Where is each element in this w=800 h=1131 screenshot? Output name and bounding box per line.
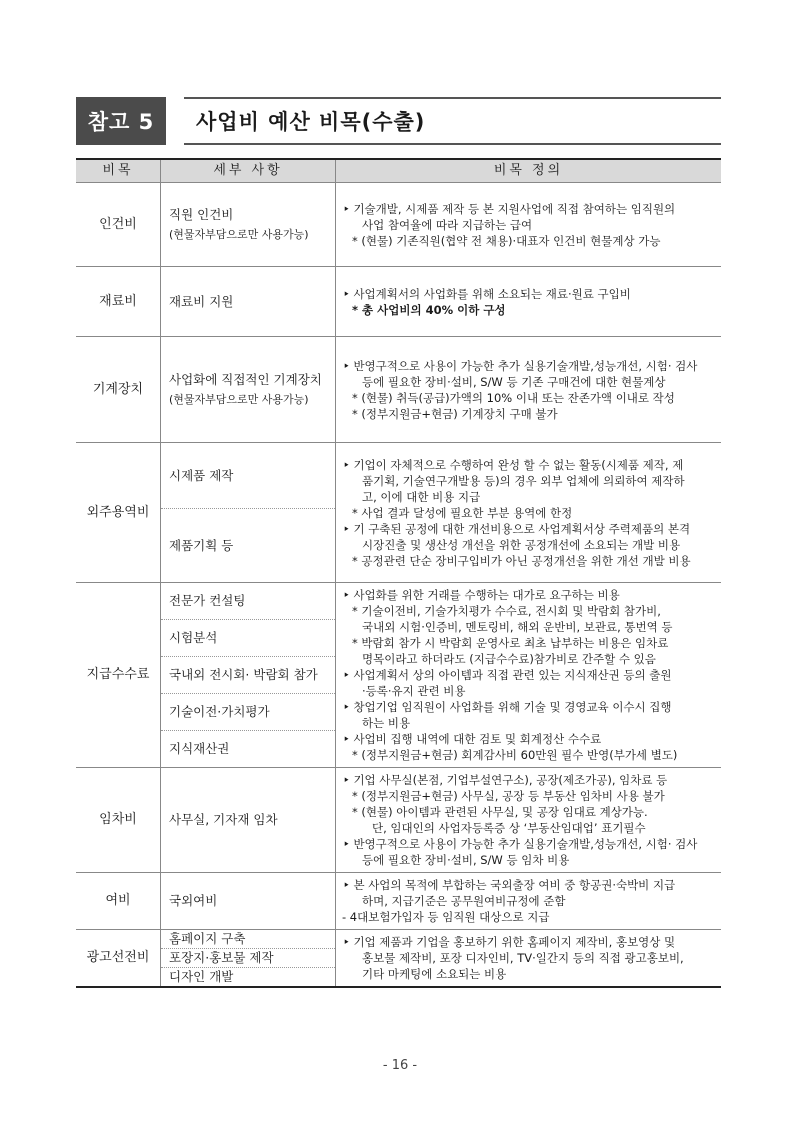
sub-item-cell: 시험분석 — [161, 620, 336, 657]
sub-item-cell: 지식재산권 — [161, 731, 336, 768]
sub-item-cell: 사무실, 기자재 임차 — [161, 768, 336, 873]
table-row-fees — [76, 583, 721, 620]
definition-cell: ‣ 기업 제품과 기업을 홍보하기 위한 홈페이지 제작비, 홍보영상 및 홍보물 제작비, 포장 디자인비, TV·일간지 등의 직접 광고홍보비, 기타 마케팅에 소요되는 비용 — [336, 930, 722, 988]
sub-item-cell: 전문가 컨설팅 — [161, 583, 336, 620]
category-cell: 광고선전비 — [76, 930, 161, 988]
column-header-sub: 세부 사항 — [161, 159, 336, 183]
column-header-category: 비목 — [76, 159, 161, 183]
reference-badge: 참고 5 — [76, 97, 166, 145]
definition-cell: ‣ 기업 사무실(본점, 기업부설연구소), 공장(제조가공), 임차료 등 * (정부지원금+현금) 사무실, 공장 등 부동산 임차비 사용 불가 * (현물) 아이템과 관련된 사무실, 및 공장 임대료 계상가능. 단, 임대인의 사업자등록증 상 ‘부동산임대업’ 표기필수 ‣ 반영구적으로 사용이 가능한 추가 실용기술개발,성능개선, 시험· 검사 등에 필요한 장비·설비, S/W 등 임차 비용 — [336, 768, 722, 873]
page-number: - 16 - — [382, 1058, 418, 1073]
table-row-advertising — [76, 930, 721, 949]
sub-item-cell: 제품기획 등 — [161, 509, 336, 583]
definition-cell: ‣ 본 사업의 목적에 부합하는 국외출장 여비 중 항공권·숙박비 지급 하며, 지급기준은 공무원여비규정에 준함 - 4대보험가입자 등 임직원 대상으로 지급 — [336, 873, 722, 930]
definition-cell: ‣ 사업계획서의 사업화를 위해 소요되는 재료·원료 구입비 * 총 사업비의 40% 이하 구성 — [336, 267, 722, 337]
definition-cell: ‣ 사업화를 위한 거래를 수행하는 대가로 요구하는 비용 * 기술이전비, 기술가치평가 수수료, 전시회 및 박람회 참가비, 국내외 시험·인증비, 멘토링비, 해외 운반비, 보관료, 통번역 등 * 박람회 참가 시 박람회 운영사로 최초 납부하는 비용은 임차료 명목이라고 하더라도 (지급수수료)참가비로 간주할 수 있음 ‣ 사업계획서 상의 아이템과 직접 관련 있는 지식재산권 등의 출원 ·등록·유지 관련 비용 ‣ 창업기업 임직원이 사업화를 위해 기술 및 경영교육 이수시 집행 하는 비용 ‣ 사업비 집행 내역에 대한 검토 및 회계정산 수수료 * (정부지원금+현금) 회계감사비 60만원 필수 반영(부가세 별도) — [336, 583, 722, 768]
definition-cell: ‣ 기업이 자체적으로 수행하여 완성 할 수 없는 활동(시제품 제작, 제 품기획, 기술연구개발용 등)의 경우 외부 업체에 의뢰하여 제작하 고, 이에 대한 비용 지급 * 사업 결과 달성에 필요한 부분 용역에 한정 ‣ 기 구축된 공정에 대한 개선비용으로 사업계획서상 주력제품의 본격 시장진출 및 생산성 개선을 위한 공정개선에 소요되는 개발 비용 * 공정관련 단순 장비구입비가 아닌 공정개선을 위한 개선 개발 비용 — [336, 443, 722, 583]
page-title: 사업비 예산 비목(수출) — [196, 110, 426, 134]
sub-item-cell: 직원 인건비 (현물자부담으로만 사용가능) — [161, 183, 336, 267]
title-box — [184, 97, 721, 145]
category-cell: 지급수수료 — [76, 583, 161, 768]
table-row-material — [76, 267, 721, 337]
sub-item-cell: 국외여비 — [161, 873, 336, 930]
section-header — [76, 97, 721, 147]
table-row-machinery — [76, 337, 721, 443]
budget-table — [76, 158, 721, 988]
definition-cell: ‣ 반영구적으로 사용이 가능한 추가 실용기술개발,성능개선, 시험· 검사 등에 필요한 장비·설비, S/W 등 기존 구매건에 대한 현물계상 * (현물) 취득(공급)가액의 10% 이내 또는 잔존가액 이내로 작성 * (정부지원금+현금) 기계장치 구매 불가 — [336, 337, 722, 443]
sub-item-cell: 국내외 전시회· 박람회 참가 — [161, 657, 336, 694]
sub-item-cell: 기술이전·가치평가 — [161, 694, 336, 731]
table-row-rent — [76, 768, 721, 873]
category-cell: 여비 — [76, 873, 161, 930]
table-header-row — [76, 159, 721, 183]
table-row-outsourcing — [76, 443, 721, 509]
sub-item-cell: 시제품 제작 — [161, 443, 336, 509]
category-cell: 인건비 — [76, 183, 161, 267]
sub-item-cell: 디자인 개발 — [161, 968, 336, 987]
table-row-travel — [76, 873, 721, 930]
category-cell: 임차비 — [76, 768, 161, 873]
category-cell: 재료비 — [76, 267, 161, 337]
sub-item-cell: 재료비 지원 — [161, 267, 336, 337]
category-cell: 외주용역비 — [76, 443, 161, 583]
table-row-labor — [76, 183, 721, 267]
sub-item-cell: 홈페이지 구축 — [161, 930, 336, 949]
category-cell: 기계장치 — [76, 337, 161, 443]
column-header-definition: 비목 정의 — [336, 159, 722, 183]
sub-item-cell: 사업화에 직접적인 기계장치 (현물자부담으로만 사용가능) — [161, 337, 336, 443]
sub-item-cell: 포장지·홍보물 제작 — [161, 949, 336, 968]
definition-cell: ‣ 기술개발, 시제품 제작 등 본 지원사업에 직접 참여하는 임직원의 사업 참여율에 따라 지급하는 급여 * (현물) 기존직원(협약 전 채용)·대표자 인건비 현물계상 가능 — [336, 183, 722, 267]
